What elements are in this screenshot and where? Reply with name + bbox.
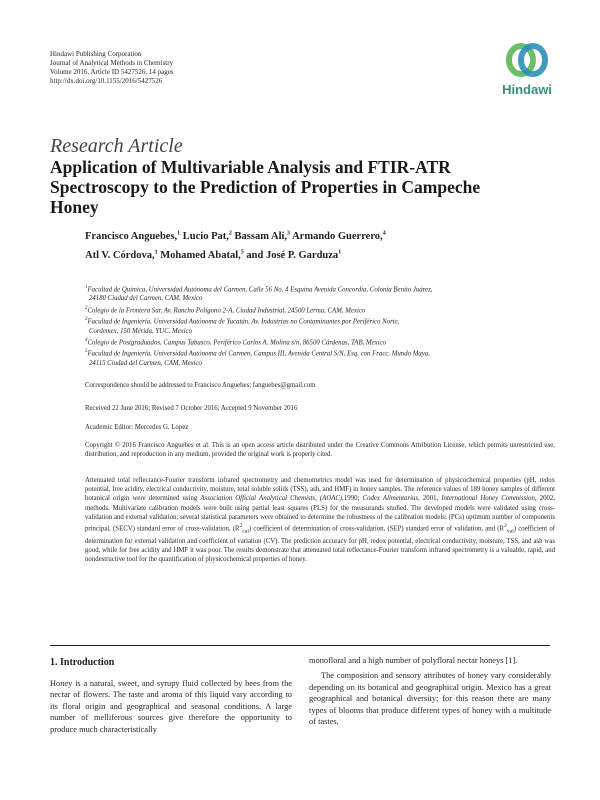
intro-heading: 1. Introduction (50, 657, 115, 668)
journal-name: Journal of Analytical Methods in Chemistry (50, 59, 174, 67)
hindawi-logo (494, 40, 560, 97)
academic-editor: Academic Editor: Mercedes G. Lopez (85, 424, 189, 431)
publisher: Hindawi Publishing Corporation (50, 50, 142, 58)
intro-right-column (309, 655, 551, 727)
paragraph: Honey is a natural, sweet, and syrupy fluid collected by bees from the nectar of flowers. The taste and aroma of this liquid vary according to its floral origin and geographical and seasonal conditions. A large number of melliferous sources give therefore the opportunity to produce much characteristically (50, 679, 292, 734)
journal-header (50, 50, 174, 86)
copyright: Copyright © 2016 Francisco Anguebes et al. This is an open access article distributed under the Creative Commons Attribution License, which permits unrestricted use, distribution, and reproduction in any medium, provided the original work is properly cited. (85, 442, 555, 459)
doi-link[interactable]: http://dx.doi.org/10.1155/2016/5427526 (50, 77, 163, 85)
intro-left-column (50, 678, 292, 735)
affiliation: $^4$Colegio de Postgraduados, Campus Tabasco, Periférico Carlos A. Molina s/n, 86500 Cárdenas, TAB, Mexico (85, 337, 386, 347)
affiliation: $^2$Colegio de la Frontera Sur, Av. Rancho Polígono 2-A, Ciudad Industrial, 24500 Lerma, CAM, Mexico (85, 305, 366, 314)
volume-info: Volume 2016, Article ID 5427526, 14 pages (50, 68, 174, 76)
correspondence: Correspondence should be addressed to Francisco Anguebes; fanguebes@gmail.com (85, 382, 316, 389)
hindawi-logo-icon (504, 40, 550, 80)
dates: Received 22 June 2016; Revised 7 October 2016; Accepted 9 November 2016 (85, 405, 298, 412)
article-title: Application of Multivariable Analysis and FTIR-ATR Spectroscopy to the Prediction of Properties in Campeche Honey (50, 157, 481, 217)
section-label: Research Article (50, 135, 183, 157)
logo-word: Hindawi (502, 82, 552, 97)
paragraph: The composition and sensory attributes of honey vary considerably depending on its botanical and geographical origin. Mexico has a great geographical and botanical diversity; for this reason there are many types of blooms that produce different types of honey with a multitude of tastes, (309, 671, 551, 727)
abstract: Attenuated total reflectance-Fourier transform infrared spectrometry and chemometrics model was used for determination of physicochemical properties (pH, redox potential, free acidity, electrical conductivity, moisture, total soluble solids (TSS), ash, and HMF) in honey samples. The reference values of 189 honey samples of different botanical origin were determined using Association Official Analytical Chemists, (AOAC),1990; Codex Alimentarius, 2001, International Honey Commission, 2002, methods. Multivariate calibration models were built using partial least squares (PLS) for the measurands studied. The developed models were validated using cross-validation and external validation; several statistical parameters were obtained to determine the robustness of the calibration models: (PCs) optimum number of components principal, (SECV) standard error of cross-validation, $(R^2_{cal})$ coefficient of determination of cross-validation, (SEP) standard error of validation, and $(R^2_{val})$ coefficient of determination for external validation and coefficient of variation (CV). The prediction accuracy for pH, redox potential, electrical conductivity, moisture, TSS, and ash was good, while for free acidity and HMF it was poor. The results demonstrate that attenuated total reflectance-Fourier transform infrared spectrometry is a valuable, rapid, and nondestructive tool for the quantification of physicochemical properties of honey. (85, 477, 556, 564)
affiliation: $^1$Facultad de Química, Universidad Autónoma del Carmen, Calle 56 No. 4 Esquina Avenida Concordia, Colonia Benito Juárez, 24180 Ciudad del Carmen, CAM, Mexico (85, 285, 433, 303)
author: Atl V. Córdova,$^1$ (85, 249, 158, 261)
author: Francisco Anguebes,$^1$ (85, 230, 181, 242)
paragraph: monofloral and a high number of polyfloral nectar honeys [1]. (309, 656, 518, 665)
author: Bassam Ali,$^3$ (234, 230, 291, 242)
author: Lucio Pat,$^2$ (182, 230, 232, 242)
affiliation: $^5$Facultad de Ingeniería, Universidad Autónoma del Carmen, Campus III, Avenida Central S/N, Esq. con Fracc. Mundo Maya, 24115 Ciudad del Carmen, CAM, Mexico (85, 349, 430, 367)
author: Armando Guerrero,$^4$ (292, 230, 386, 242)
author: and José P. Garduza$^1$ (246, 249, 342, 261)
affiliation: $^3$Facultad de Ingeniería, Universidad Autónoma de Yucatán, Av. Industrias no Contaminantes por Periférico Norte, Cordemex, 150 Mérida, YUC, Mexico (85, 317, 400, 335)
author: Mohamed Abatal,$^5$ (160, 249, 244, 261)
author-list (85, 225, 555, 264)
section-divider (50, 645, 550, 646)
affiliations (85, 283, 555, 368)
